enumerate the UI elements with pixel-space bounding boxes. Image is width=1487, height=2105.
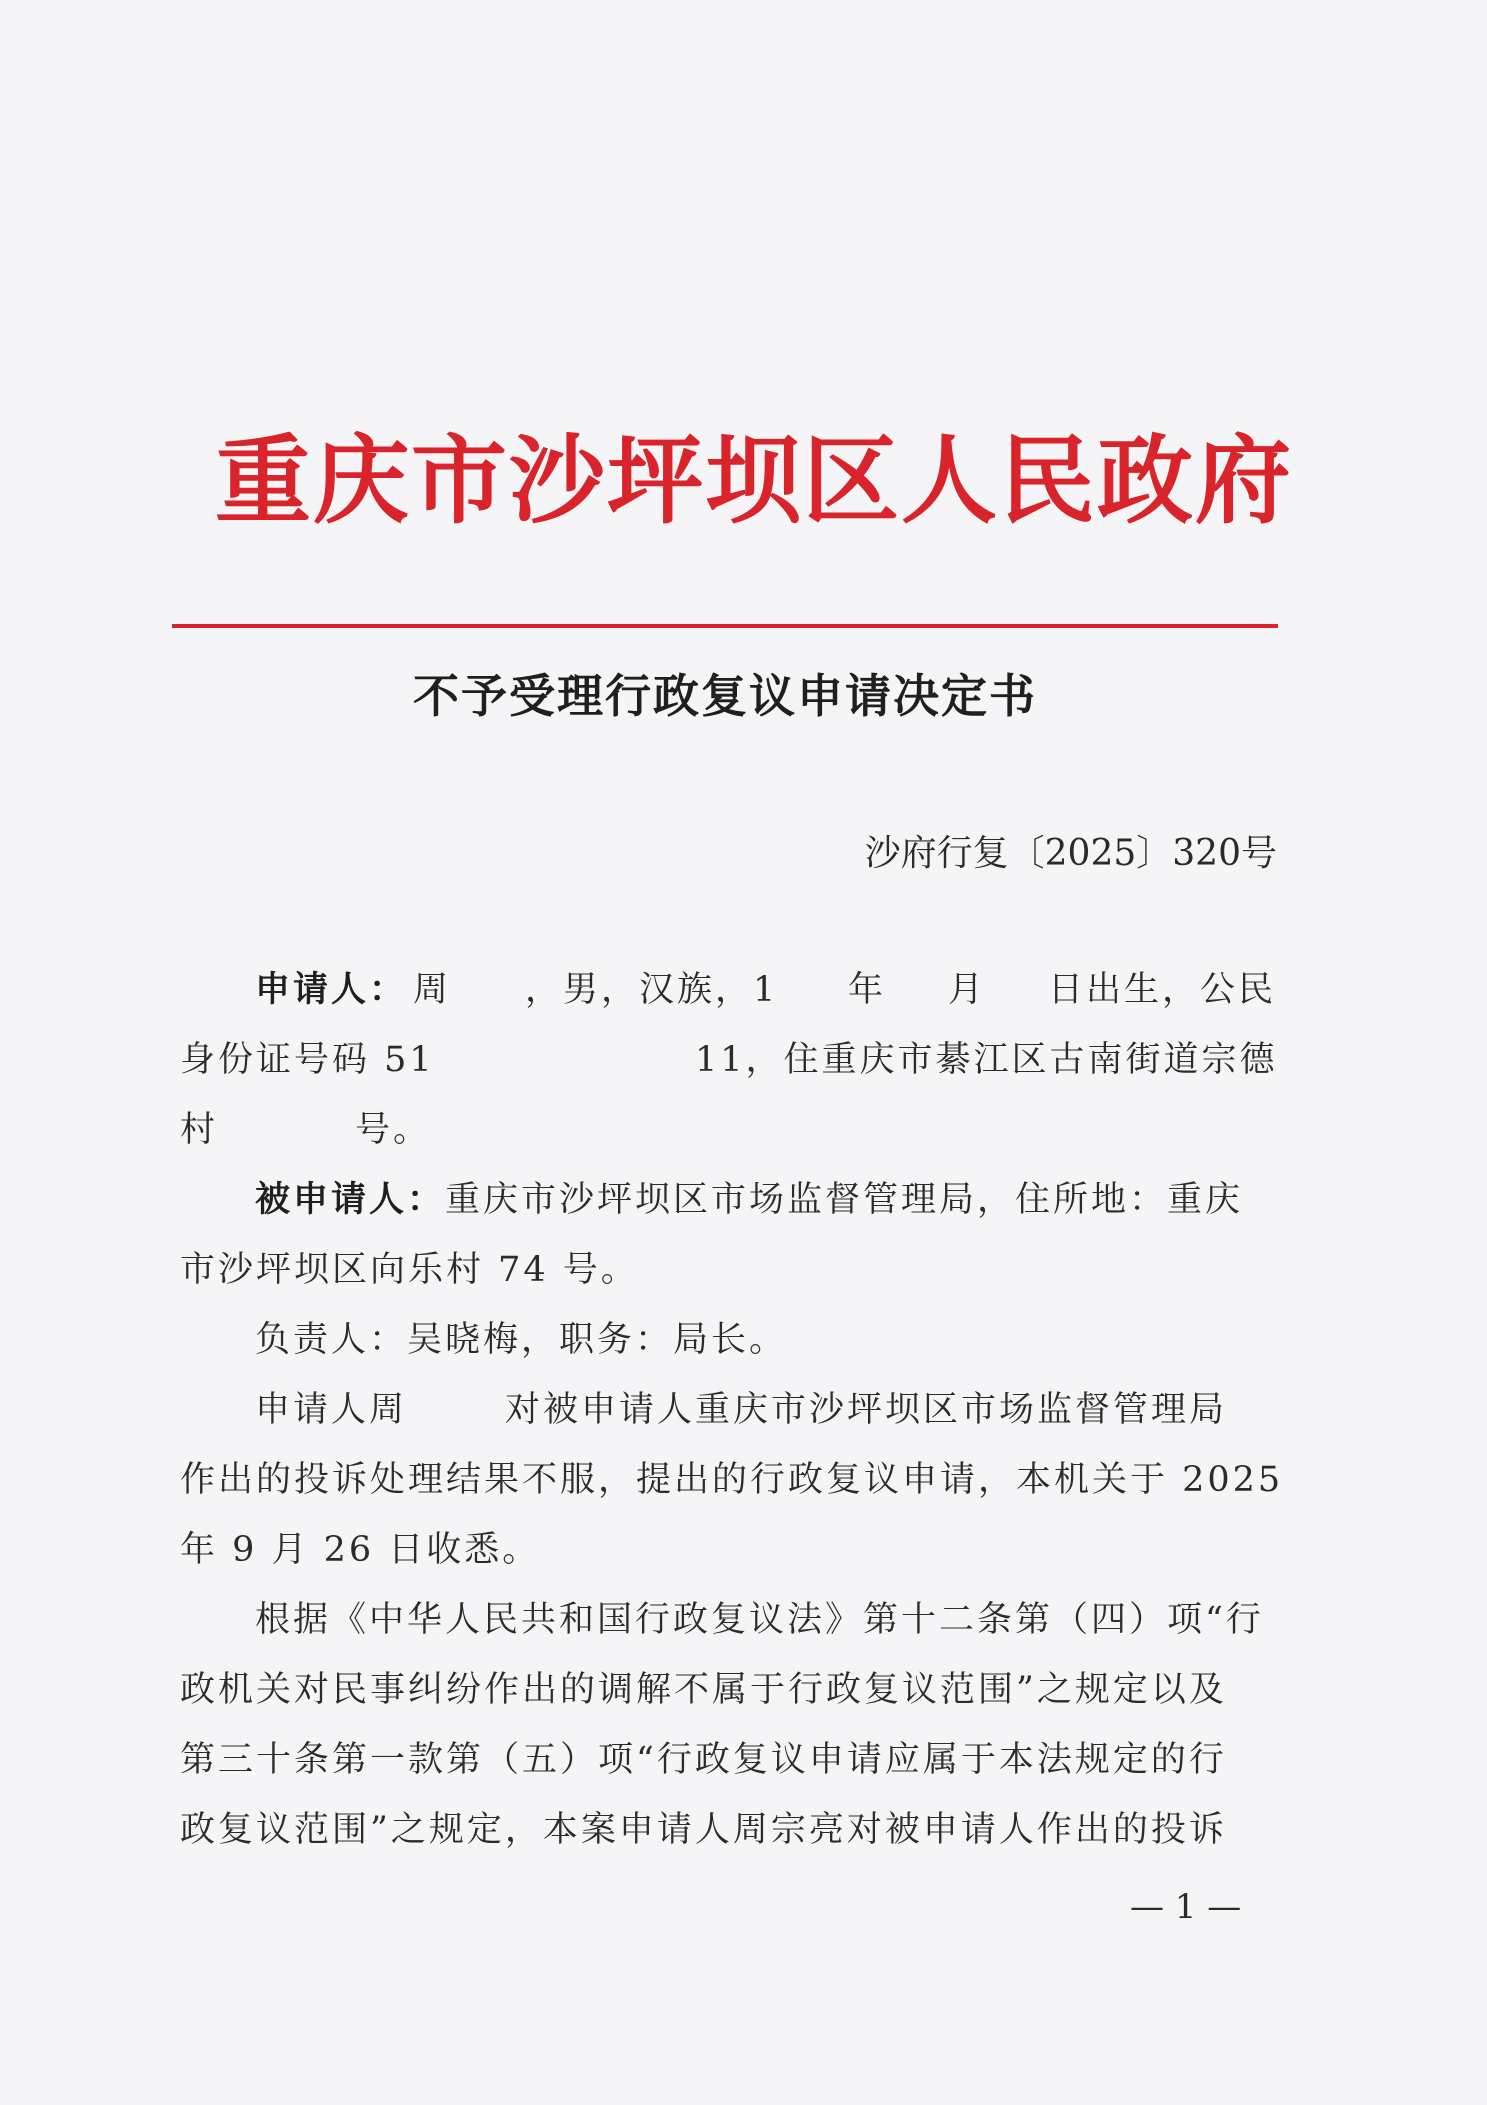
respondent-label: 被申请人： <box>255 1179 446 1220</box>
bleed-through-text <box>210 360 1270 406</box>
applicant-birth-month: 月 <box>948 970 987 1010</box>
applicant-village: 村 <box>180 1110 219 1150</box>
para1-line2: 作出的投诉处理结果不服，提出的行政复议申请，本机关于 2025 <box>180 1460 1284 1500</box>
para1-line1b: 对被申请人重庆市沙坪坝区市场监督管理局 <box>505 1390 1228 1430</box>
respondent-address: 市沙坪坝区向乐村 74 号。 <box>180 1250 639 1290</box>
applicant-surname: 周 <box>413 970 452 1010</box>
bleed-through-text <box>210 305 1270 351</box>
respondent-name: 重庆市沙坪坝区市场监督管理局，住所地：重庆 <box>445 1180 1244 1220</box>
document-number: 沙府行复〔2025〕320号 <box>864 833 1277 874</box>
document-title: 不予受理行政复议申请决定书 <box>413 669 1037 723</box>
para2-line4: 政复议范围”之规定，本案申请人周宗亮对被申请人作出的投诉 <box>180 1810 1227 1850</box>
applicant-id-prefix: 身份证号码 51 <box>180 1040 435 1080</box>
para2-line1: 根据《中华人民共和国行政复议法》第十二条第（四）项“行 <box>255 1600 1264 1640</box>
applicant-birth-day: 日出生，公民 <box>1048 970 1277 1010</box>
applicant-label: 申请人： <box>255 969 408 1010</box>
responsible-text: 负责人：吴晓梅，职务：局长。 <box>255 1320 788 1360</box>
applicant-house-number: 号。 <box>355 1110 432 1150</box>
para2-line3: 第三十条第一款第（五）项“行政复议申请应属于本法规定的行 <box>180 1740 1227 1780</box>
applicant-info: ，男，汉族，1 <box>525 970 779 1010</box>
page-number: — 1 — <box>1130 1887 1242 1927</box>
para1-line3: 年 9 月 26 日收悉。 <box>180 1530 541 1570</box>
red-divider <box>172 624 1278 628</box>
applicant-birth-year: 年 <box>848 970 887 1010</box>
bleed-through-text <box>210 568 970 614</box>
para2-line2: 政机关对民事纠纷作出的调解不属于行政复议范围”之规定以及 <box>180 1670 1227 1710</box>
para1-line1a: 申请人周 <box>255 1390 408 1430</box>
government-header: 重庆市沙坪坝区人民政府 <box>215 424 1293 537</box>
applicant-address: 11，住重庆市綦江区古南街道宗德 <box>695 1040 1278 1080</box>
